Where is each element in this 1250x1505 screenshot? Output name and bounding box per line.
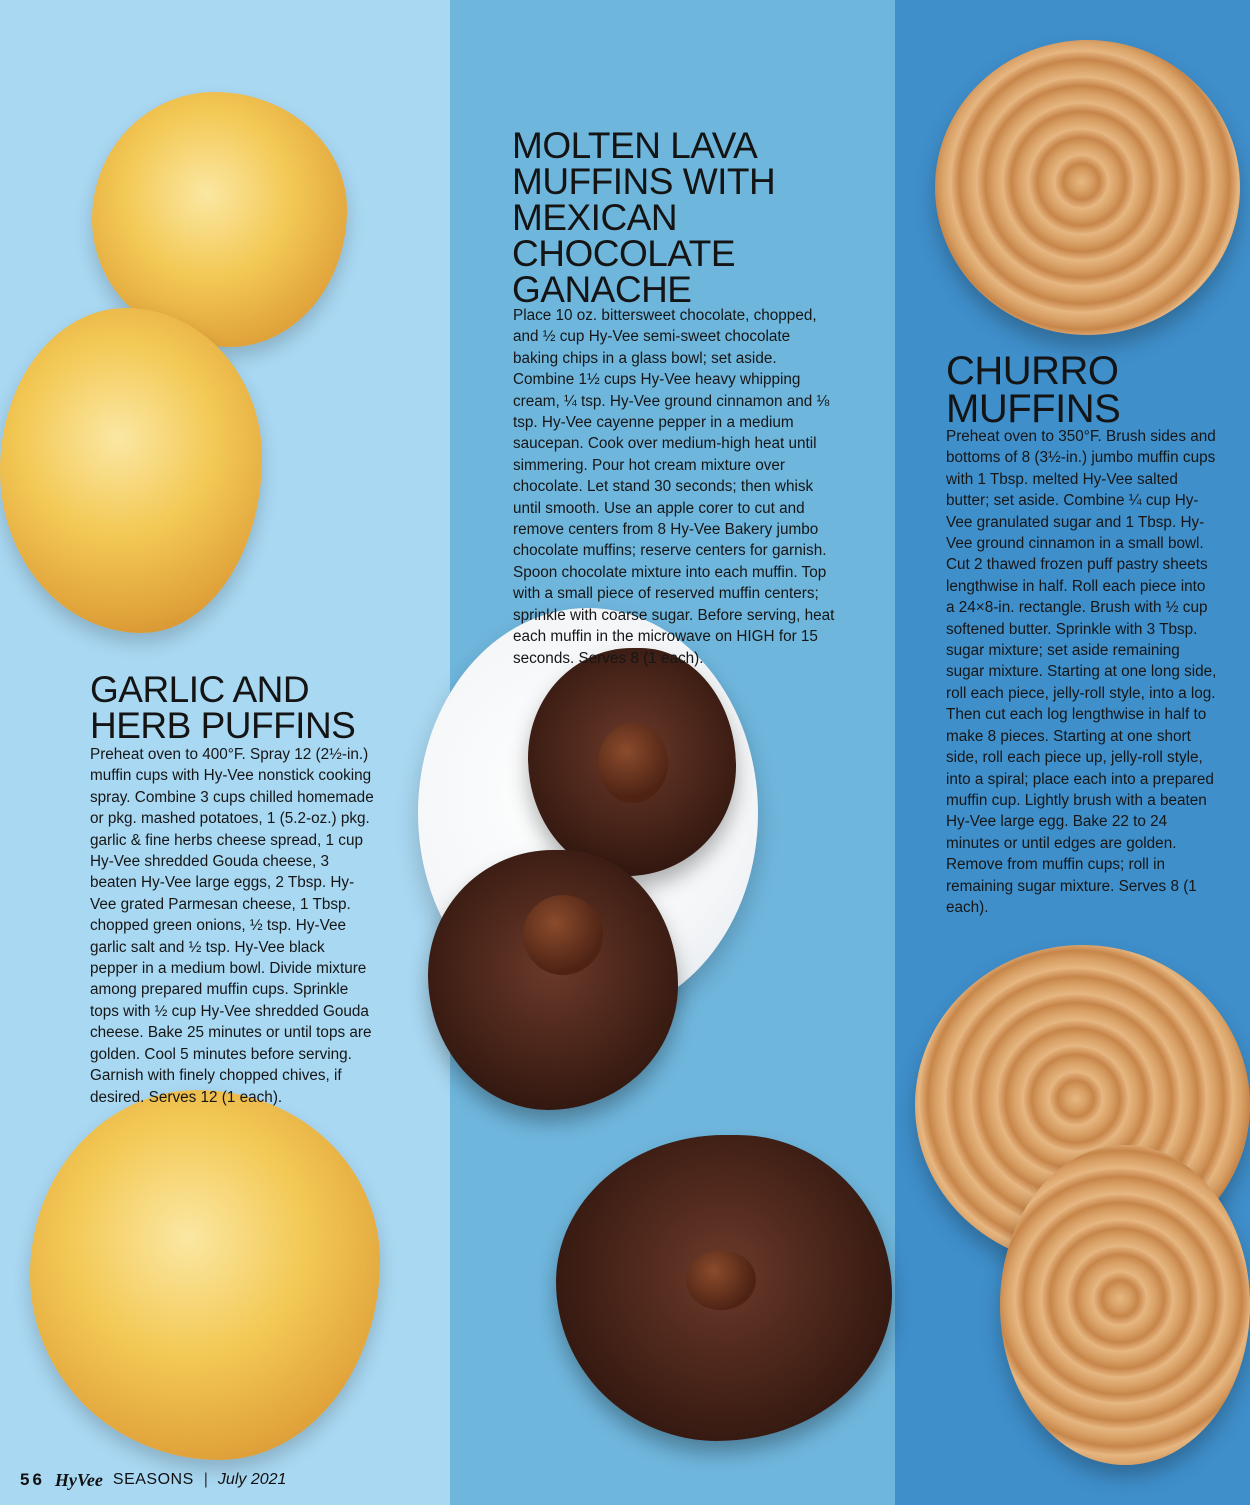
churro-recipe-body: Preheat oven to 350°F. Brush sides and bottoms of 8 (3½-in.) jumbo muffin cups with 1 Tbsp. melted Hy-Vee salted butter; set aside. Combine ¼ cup Hy-Vee granulated sugar and 1 Tbsp. Hy-Vee ground cinnamon in a small bowl. Cut 2 thawed frozen puff pastry sheets lengthwise in half. Roll each piece into a 24×8-in. rectangle. Brush with ½ cup softened butter. Sprinkle with 3 Tbsp. sugar mixture; set aside remaining sugar mixture. Starting at one long side, roll each piece, jelly-roll style, into a log. Then cut each log lengthwise in half to make 8 pieces. Starting at one short side, roll each piece up, jelly-roll style, into a spiral; place each into a prepared muffin cup. Lightly brush with a beaten Hy-Vee large egg. Bake 22 to 24 minutes or until edges are golden. Remove from muffin cups; roll in remaining sugar mixture. Serves 8 (1 each). xyxy=(946,428,1217,916)
ganache-pool xyxy=(598,723,668,803)
lava-muffin-photo-bottom xyxy=(556,1135,892,1441)
lava-muffin-photo-top xyxy=(528,648,736,876)
lava-recipe-title: MOLTEN LAVA MUFFINS WITH MEXICAN CHOCOLATE GANACHE xyxy=(512,125,776,310)
ganache-pool xyxy=(686,1250,756,1310)
churro-muffin-photo-bottom xyxy=(1000,1145,1250,1465)
churro-muffin-photo-top xyxy=(935,40,1240,335)
lava-muffin-photo-middle xyxy=(428,850,678,1110)
footer-separator: | xyxy=(203,1471,208,1488)
churro-recipe-title: CHURRO MUFFINS xyxy=(946,349,1121,431)
magazine-name: SEASONS xyxy=(112,1471,194,1488)
issue-date: July 2021 xyxy=(217,1471,287,1488)
garlic-recipe-body: Preheat oven to 400°F. Spray 12 (2½-in.) muffin cups with Hy-Vee nonstick cooking spray. Combine 3 cups chilled homemade or pkg. mashed potatoes, 1 (5.2-oz.) pkg. garlic & fine herbs cheese spread, 1 cup Hy-Vee shredded Gouda cheese, 3 beaten Hy-Vee large eggs, 2 Tbsp. Hy-Vee grated Parmesan cheese, 1 Tbsp. chopped green onions, ½ tsp. Hy-Vee garlic salt and ½ tsp. Hy-Vee black pepper in a medium bowl. Divide mixture among prepared muffin cups. Sprinkle tops with ½ cup Hy-Vee shredded Gouda cheese. Bake 25 minutes or until tops are golden. Cool 5 minutes before serving. Garnish with finely chopped chives, if desired. Serves 12 (1 each). xyxy=(90,746,374,1106)
lava-recipe-body: Place 10 oz. bittersweet chocolate, chopped, and ½ cup Hy-Vee semi-sweet chocolate baking chips in a glass bowl; set aside. Combine 1½ cups Hy-Vee heavy whipping cream, ¼ tsp. Hy-Vee ground cinnamon and ⅛ tsp. Hy-Vee cayenne pepper in a medium saucepan. Cook over medium-high heat until simmering. Pour hot cream mixture over chocolate. Let stand 30 seconds; then whisk until smooth. Use an apple corer to cut and remove centers from 8 Hy-Vee Bakery jumbo chocolate muffins; reserve centers for garnish. Spoon chocolate mixture into each muffin. Top with a small piece of reserved muffin centers; sprinkle with coarse sugar. Before serving, heat each muffin in the microwave on HIGH for 15 seconds. Serves 8 (1 each). xyxy=(513,307,835,667)
page-footer xyxy=(20,1468,286,1492)
hyvee-logo: HyVee xyxy=(54,1469,103,1490)
garlic-recipe-title: GARLIC AND HERB PUFFINS xyxy=(90,669,356,746)
page-number: 56 xyxy=(20,1470,45,1489)
ganache-pool xyxy=(523,895,603,975)
